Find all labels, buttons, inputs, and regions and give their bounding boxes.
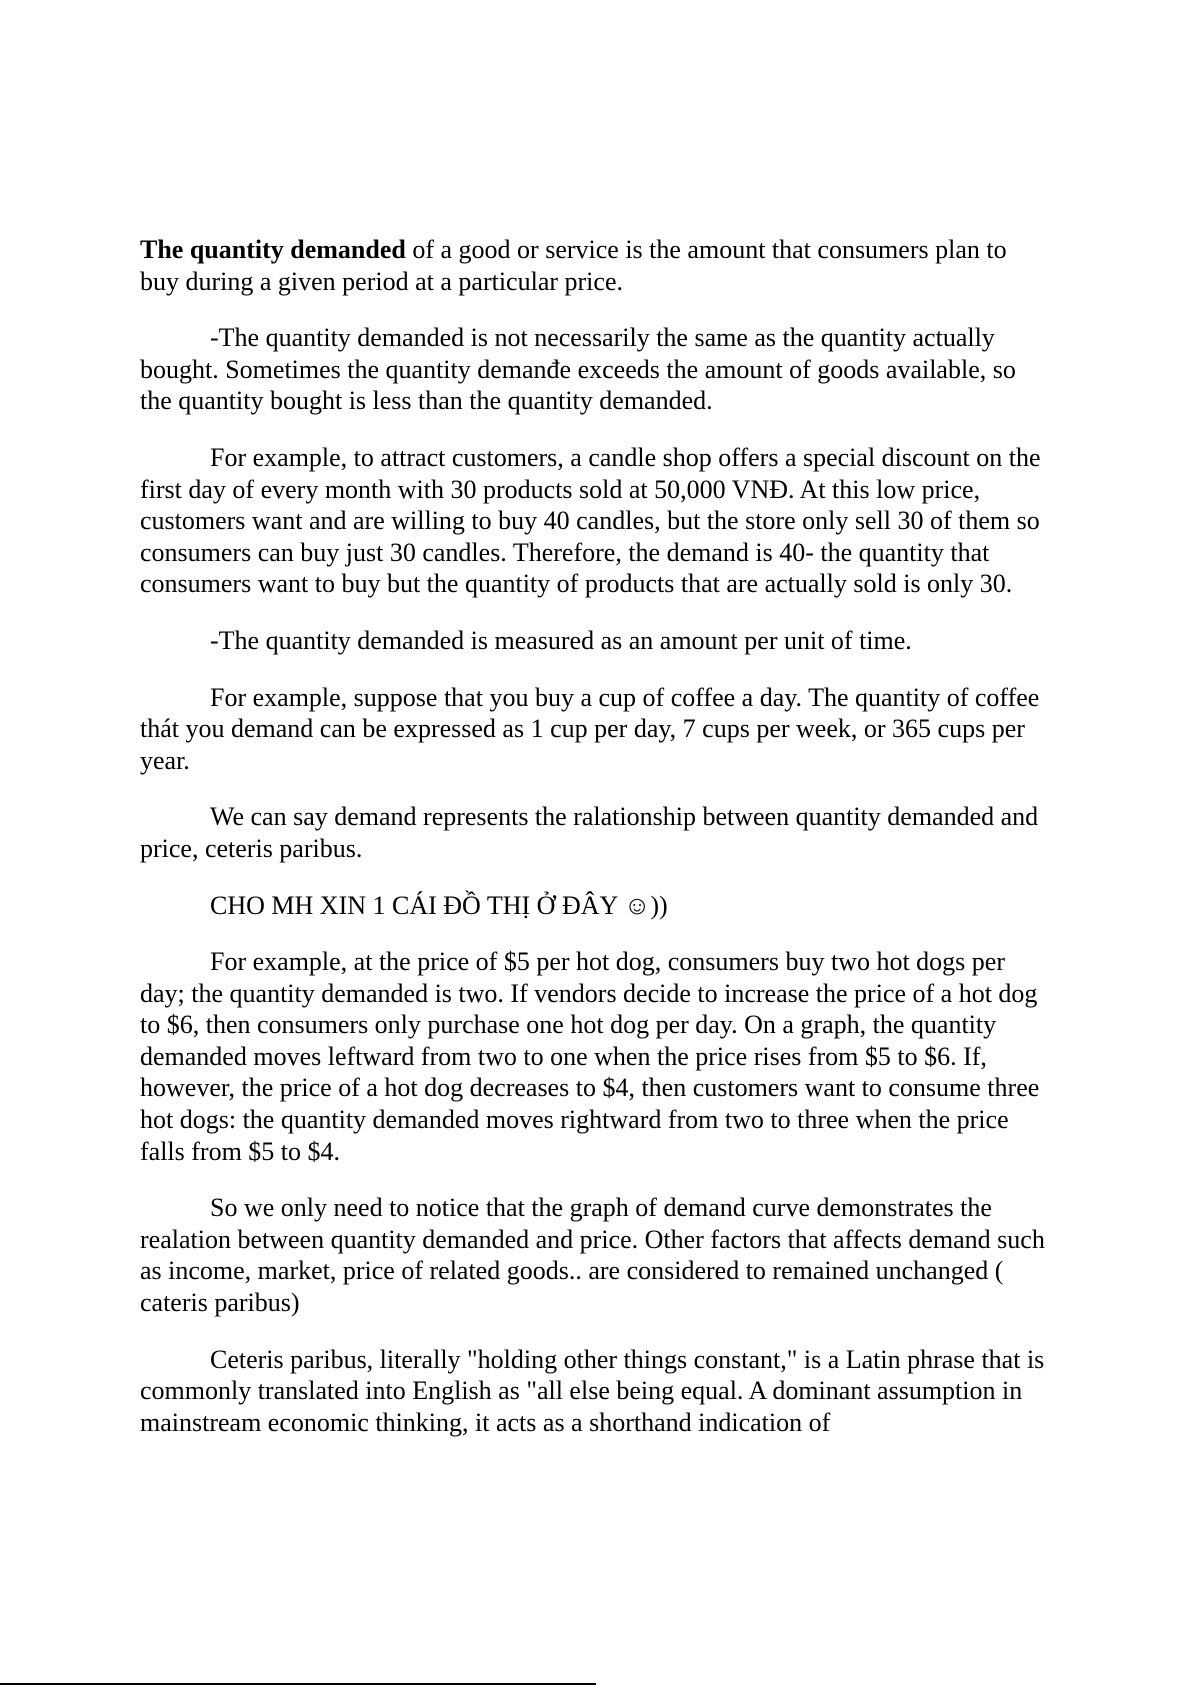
defined-term: The quantity demanded xyxy=(140,235,406,264)
paragraph-graph-placeholder: CHO MH XIN 1 CÁI ĐỒ THỊ Ở ĐÂY ☺)) xyxy=(210,890,668,920)
definition-text: of a good or service is the amount that consumers plan to buy during a given period at a particular price. xyxy=(140,235,1007,296)
document-page xyxy=(140,234,1050,1463)
paragraph-demand-curve: So we only need to notice that the graph of demand curve demonstrates the realation between quantity demanded and price. Other factors that affects demand such as income, market, price of related goods.. are considered to remained unchanged ( cateris paribus) xyxy=(140,1193,1045,1318)
paragraph-hotdog-example: For example, at the price of $5 per hot dog, consumers buy two hot dogs per day; the quantity demanded is two. If vendors decide to increase the price of a hot dog to $6, then consumers only purchase one hot dog per day. On a graph, the quantity demanded moves leftward from two to one when the price rises from $5 to $6. If, however, the price of a hot dog decreases to $4, then customers want to consume three hot dogs: the quantity demanded moves rightward from two to three when the price falls from $5 to $4. xyxy=(140,947,1040,1166)
paragraph-candle-example: For example, to attract customers, a candle shop offers a special discount on the first day of every month with 30 products sold at 50,000 VNĐ. At this low price, customers want and are willing to buy 40 candles, but the store only sell 30 of them so consumers can buy just 30 candles. Therefore, the demand is 40- the quantity that consumers want to buy but the quantity of products that are actually sold is only 30. xyxy=(140,442,1041,599)
paragraph-per-unit-time: -The quantity demanded is measured as an amount per unit of time. xyxy=(210,625,912,655)
paragraph-quantity-vs-bought: -The quantity demanded is not necessarily the same as the quantity actually bought. Sometimes the quantity demanđe exceeds the amount of goods available, so the quantity bought is less than the quantity demanded. xyxy=(140,323,1016,416)
paragraph-demand-relationship: We can say demand represents the ralationship between quantity demanded and price, ceteris paribus. xyxy=(140,802,1039,863)
paragraph-coffee-example: For example, suppose that you buy a cup of coffee a day. The quantity of coffee thát you demand can be expressed as 1 cup per day, 7 cups per week, or 365 cups per year. xyxy=(140,682,1040,775)
intro-paragraph xyxy=(140,234,1050,297)
paragraph-ceteris-paribus: Ceteris paribus, literally "holding other things constant," is a Latin phrase that is commonly translated into English as "all else being equal. A dominant assumption in mainstream economic thinking, it acts as a shorthand indication of xyxy=(140,1344,1045,1437)
